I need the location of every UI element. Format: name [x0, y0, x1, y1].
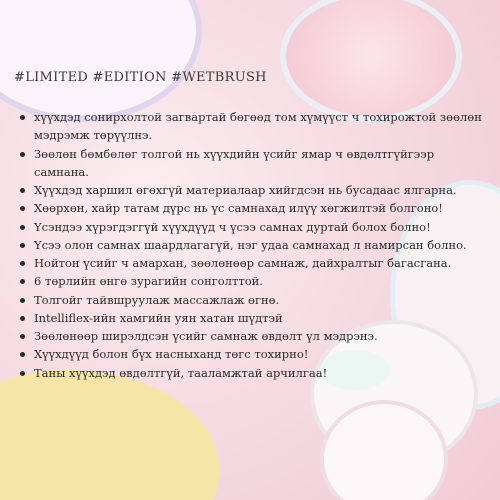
bullet-item: Intelliflex-ийн хамгийн уян хатан шүдтэй	[12, 309, 492, 327]
bullet-item: Таны хүүхдэд өвдөлтгүй, тааламжтай арчилгаа!	[12, 364, 492, 382]
bullet-item: Нойтон үсийг ч амархан, зөөлөнөөр самнаж, дайхралтыг багасгана.	[12, 254, 492, 272]
bullet-item: 6 төрлийн өнгө зурагийн сонголттой.	[12, 272, 492, 290]
bullet-item: Үсээ олон самнах шаардлагагүй, нэг удаа самнахад л намирсан болно.	[12, 236, 492, 254]
bullet-item: Хүүхдэд харшил өгөхгүй материалаар хийгдсэн нь бусадаас ялгарна.	[12, 181, 492, 199]
bullet-item: Үсэндээ хүрэгдэггүй хүүхдүүд ч үсээ самнах дуртай болох болно!	[12, 218, 492, 236]
bullet-item: Зөөлөнөөр ширэлдсэн үсийг самнаж өвдөлт үл мэдрэнэ.	[12, 327, 492, 345]
bullet-item: Хөөрхөн, хайр татам дүрс нь үс самнахад илүү хөгжилтэй болгоно!	[12, 199, 492, 217]
bullet-item: Зөөлөн бөмбөлөг толгой нь хүүхдийн үсийг ямар ч өвдөлтгүйгээр самнана.	[12, 145, 492, 182]
bullet-item: хүүхдэд сонирхолтой загвартай бөгөөд том хүмүүст ч тохирожтой зөөлөн мэдрэмж төрүүлнэ.	[12, 108, 492, 145]
hashtag-line: #LIMITED #EDITION #WETBRUSH	[14, 70, 267, 85]
bullet-list	[12, 108, 492, 382]
bullet-item: Толгойг тайвшруулаж массажлаж өгнө.	[12, 291, 492, 309]
bullet-item: Хүүхдүүд болон бүх насныханд төгс тохирно!	[12, 345, 492, 363]
